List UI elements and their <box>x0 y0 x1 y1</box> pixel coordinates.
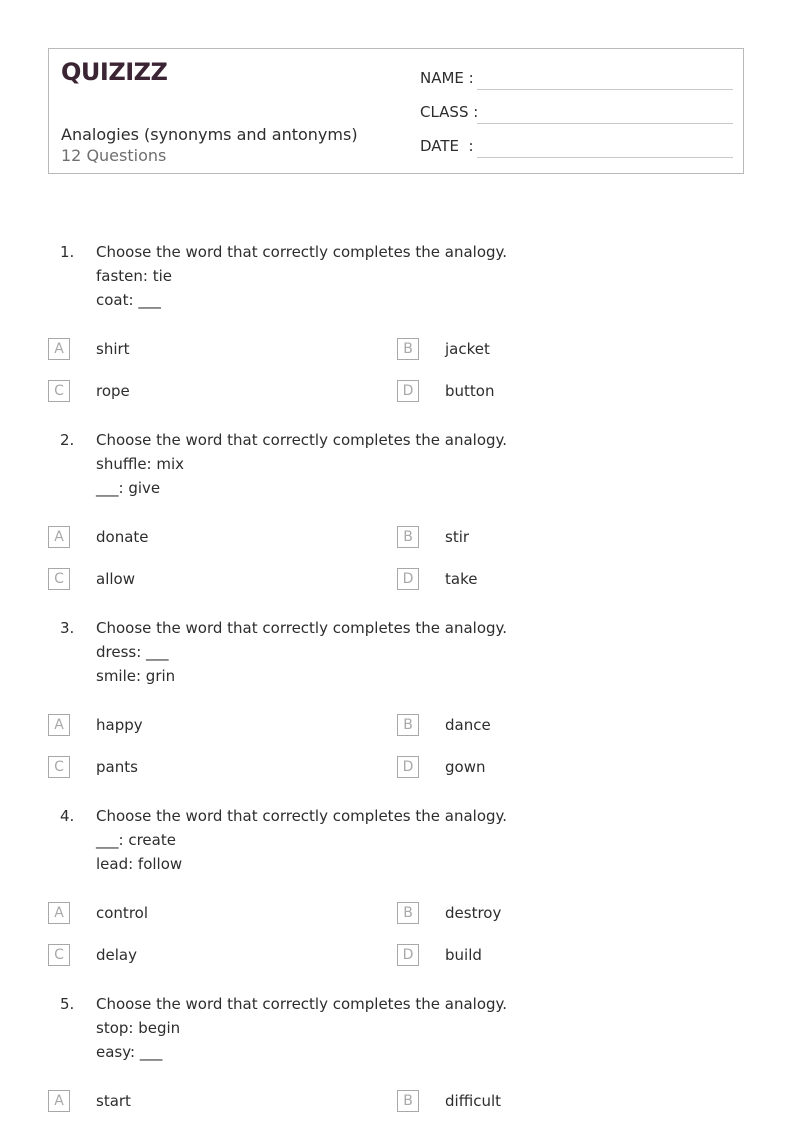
option-letter-box: D <box>397 380 419 402</box>
option-text: build <box>445 946 482 964</box>
option-letter-box: C <box>48 568 70 590</box>
option-text: shirt <box>96 340 130 358</box>
question-prompt: Choose the word that correctly completes the analogy. <box>96 243 508 261</box>
option-text: stir <box>445 528 470 546</box>
class-line[interactable] <box>477 123 733 124</box>
question-line: fasten: tie <box>96 267 173 285</box>
question-prompt: Choose the word that correctly completes the analogy. <box>96 619 508 637</box>
option-text: jacket <box>445 340 490 358</box>
option-letter-box: C <box>48 756 70 778</box>
question-count: 12 Questions <box>61 146 167 165</box>
question-line: smile: grin <box>96 667 176 685</box>
option-letter-box: B <box>397 714 419 736</box>
question-number: 2. <box>60 431 75 449</box>
option-letter-box: C <box>48 944 70 966</box>
question-text <box>96 240 696 312</box>
question-prompt: Choose the word that correctly completes the analogy. <box>96 807 508 825</box>
question-number: 1. <box>60 243 75 261</box>
name-label: NAME : <box>420 69 474 87</box>
question-prompt: Choose the word that correctly completes the analogy. <box>96 995 508 1013</box>
option-text: dance <box>445 716 491 734</box>
option-letter-box: B <box>397 526 419 548</box>
question-line: shuffle: mix <box>96 455 185 473</box>
option-letter-box: B <box>397 338 419 360</box>
date-field[interactable] <box>420 136 733 158</box>
option-letter-box: C <box>48 380 70 402</box>
option-text: start <box>96 1092 131 1110</box>
date-label: DATE : <box>420 137 474 155</box>
class-label: CLASS : <box>420 103 479 121</box>
option-letter-box: D <box>397 944 419 966</box>
class-field[interactable] <box>420 102 733 124</box>
option-text: pants <box>96 758 138 776</box>
question-line: dress: ___ <box>96 643 169 661</box>
option-text: gown <box>445 758 486 776</box>
question-number: 3. <box>60 619 75 637</box>
worksheet-header <box>48 48 744 174</box>
option-letter-box: B <box>397 902 419 924</box>
question-line: stop: begin <box>96 1019 181 1037</box>
question-number: 5. <box>60 995 75 1013</box>
question-prompt: Choose the word that correctly completes the analogy. <box>96 431 508 449</box>
name-field[interactable] <box>420 68 733 90</box>
question-text <box>96 616 696 688</box>
question-line: ___: give <box>96 479 161 497</box>
option-text: control <box>96 904 148 922</box>
question-text <box>96 992 696 1064</box>
question-number: 4. <box>60 807 75 825</box>
option-text: allow <box>96 570 135 588</box>
option-text: delay <box>96 946 137 964</box>
option-text: button <box>445 382 495 400</box>
option-letter-box: B <box>397 1090 419 1112</box>
question-line: coat: ___ <box>96 291 161 309</box>
question-text <box>96 428 696 500</box>
option-letter-box: A <box>48 526 70 548</box>
option-text: rope <box>96 382 130 400</box>
question-text <box>96 804 696 876</box>
option-letter-box: D <box>397 756 419 778</box>
option-letter-box: A <box>48 1090 70 1112</box>
option-letter-box: A <box>48 338 70 360</box>
quizizz-logo: QUIZIZZ <box>61 58 168 86</box>
option-letter-box: A <box>48 714 70 736</box>
option-text: happy <box>96 716 143 734</box>
name-line[interactable] <box>477 89 733 90</box>
date-line[interactable] <box>477 157 733 158</box>
worksheet-title: Analogies (synonyms and antonyms) <box>61 125 358 144</box>
question-line: easy: ___ <box>96 1043 163 1061</box>
option-text: difficult <box>445 1092 501 1110</box>
option-letter-box: A <box>48 902 70 924</box>
question-line: lead: follow <box>96 855 183 873</box>
option-text: donate <box>96 528 149 546</box>
option-text: take <box>445 570 478 588</box>
question-line: ___: create <box>96 831 176 849</box>
option-text: destroy <box>445 904 502 922</box>
option-letter-box: D <box>397 568 419 590</box>
